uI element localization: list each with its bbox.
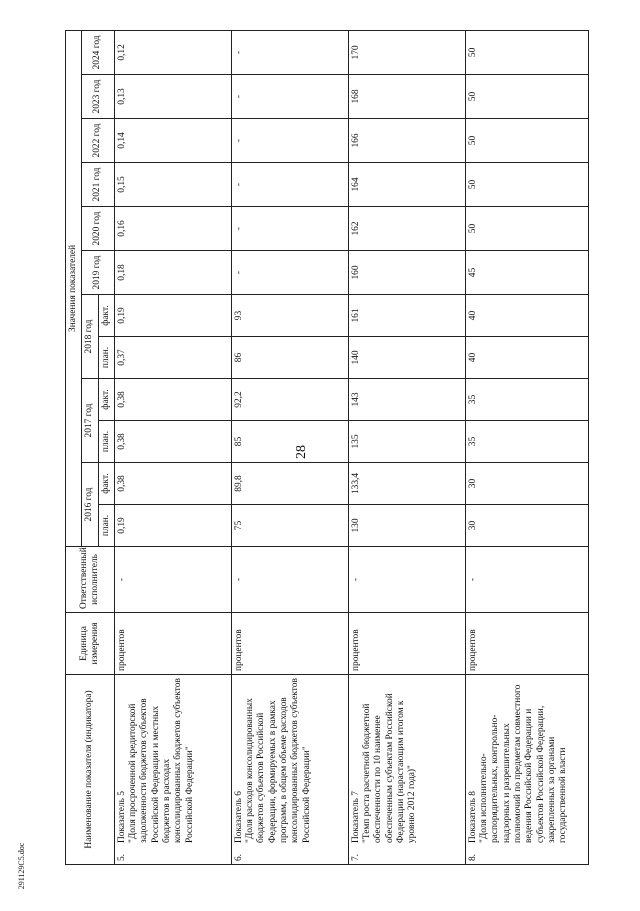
- indicator-description: "Темп роста расчетной бюджетной обеспеченности по 10 наименее обеспеченным субъектам Российской Федерации (нарастающим итогом к уровню 2012 года)": [362, 693, 418, 843]
- page-number: 28: [294, 445, 309, 459]
- value-cell: 133,4: [348, 463, 465, 505]
- value-cell: 50: [465, 207, 588, 251]
- executor-cell: -: [231, 547, 348, 613]
- header-values-group: Значения показателей: [66, 30, 82, 546]
- indicator-description: "Доля расходов консолидированных бюджетов субъектов Российской Федерации, формируемых в рамках программ, в общем объеме расходов консолидированных бюджетов субъектов Российской Федерации": [245, 678, 312, 843]
- executor-cell: -: [465, 547, 588, 613]
- value-cell: 0,38: [114, 421, 231, 463]
- value-cell: -: [231, 163, 348, 207]
- value-cell: -: [231, 119, 348, 163]
- row-number: 8.: [467, 853, 478, 861]
- header-plan-2016: план.: [98, 505, 114, 547]
- value-cell: 140: [348, 337, 465, 379]
- header-fact-2017: факт.: [98, 379, 114, 421]
- table-row: [348, 30, 465, 864]
- value-cell: 50: [465, 30, 588, 74]
- value-cell: 166: [348, 119, 465, 163]
- value-cell: 92,2: [231, 379, 348, 421]
- header-fact-2016: факт.: [98, 463, 114, 505]
- row-number: 6.: [233, 853, 244, 861]
- value-cell: 45: [465, 251, 588, 295]
- header-plan-2017: план.: [98, 421, 114, 463]
- header-year-2019: 2019 год: [82, 251, 115, 295]
- row-number: 7.: [350, 853, 361, 861]
- header-row-1: [66, 30, 82, 864]
- indicator-title: Показатель 8: [467, 791, 478, 843]
- header-year-2017: 2017 год: [82, 379, 98, 463]
- header-plan-2018: план.: [98, 337, 114, 379]
- value-cell: 160: [348, 251, 465, 295]
- indicator-name-cell: [231, 675, 348, 865]
- indicator-name-cell: [465, 675, 588, 865]
- value-cell: 40: [465, 337, 588, 379]
- value-cell: 0,19: [114, 505, 231, 547]
- value-cell: 0,18: [114, 251, 231, 295]
- unit-cell: процентов: [465, 613, 588, 675]
- value-cell: 164: [348, 163, 465, 207]
- table-row: [231, 30, 348, 864]
- indicator-table-container: [65, 35, 615, 865]
- executor-cell: -: [348, 547, 465, 613]
- value-cell: 35: [465, 379, 588, 421]
- unit-cell: процентов: [114, 613, 231, 675]
- table-row: [114, 30, 231, 864]
- value-cell: -: [231, 207, 348, 251]
- value-cell: 170: [348, 30, 465, 74]
- value-cell: 143: [348, 379, 465, 421]
- header-year-2021: 2021 год: [82, 163, 115, 207]
- header-executor: Ответственный исполнитель: [66, 547, 115, 613]
- indicator-description: "Доля исполнительно-распорядительных, контрольно-надзорных и разрешительных полномочий по предметам совместного ведения Российской Федерации и субъектов Российской Федерации, закрепленных за органами государственной власти: [479, 684, 569, 843]
- value-cell: 40: [465, 295, 588, 337]
- indicator-table: [65, 30, 589, 865]
- header-fact-2018: факт.: [98, 295, 114, 337]
- header-year-2022: 2022 год: [82, 119, 115, 163]
- value-cell: 0,12: [114, 30, 231, 74]
- header-year-2018: 2018 год: [82, 295, 98, 379]
- value-cell: 75: [231, 505, 348, 547]
- value-cell: 35: [465, 421, 588, 463]
- value-cell: -: [231, 30, 348, 74]
- unit-cell: процентов: [348, 613, 465, 675]
- value-cell: 0,14: [114, 119, 231, 163]
- indicator-title: Показатель 5: [116, 791, 127, 843]
- value-cell: -: [231, 75, 348, 119]
- value-cell: 0,38: [114, 379, 231, 421]
- table-row: [465, 30, 588, 864]
- value-cell: 0,38: [114, 463, 231, 505]
- value-cell: 86: [231, 337, 348, 379]
- indicator-title: Показатель 7: [350, 791, 361, 843]
- value-cell: 0,37: [114, 337, 231, 379]
- header-year-2024: 2024 год: [82, 30, 115, 74]
- value-cell: 50: [465, 163, 588, 207]
- value-cell: 168: [348, 75, 465, 119]
- indicator-title: Показатель 6: [233, 791, 244, 843]
- value-cell: 50: [465, 75, 588, 119]
- value-cell: 30: [465, 463, 588, 505]
- indicator-name-cell: [114, 675, 231, 865]
- unit-cell: процентов: [231, 613, 348, 675]
- row-number: 5.: [116, 853, 127, 861]
- value-cell: -: [231, 251, 348, 295]
- header-indicator-name: Наименование показателя (индикатора): [66, 675, 115, 865]
- value-cell: 85: [231, 421, 348, 463]
- indicator-name-cell: [348, 675, 465, 865]
- document-id: 291129С5.doc: [17, 842, 26, 890]
- header-unit: Единица измерения: [66, 613, 115, 675]
- value-cell: 0,13: [114, 75, 231, 119]
- executor-cell: -: [114, 547, 231, 613]
- value-cell: 0,15: [114, 163, 231, 207]
- value-cell: 0,19: [114, 295, 231, 337]
- value-cell: 130: [348, 505, 465, 547]
- value-cell: 162: [348, 207, 465, 251]
- value-cell: 0,16: [114, 207, 231, 251]
- header-year-2016: 2016 год: [82, 463, 98, 547]
- indicator-description: "Доля просроченной кредиторской задолженности бюджетов субъектов Российской Федерации и местных бюджетов в расходах консолидированных бюджетов субъектов Российской Федерации": [128, 678, 195, 843]
- value-cell: 50: [465, 119, 588, 163]
- header-year-2020: 2020 год: [82, 207, 115, 251]
- value-cell: 93: [231, 295, 348, 337]
- value-cell: 135: [348, 421, 465, 463]
- value-cell: 89,8: [231, 463, 348, 505]
- value-cell: 30: [465, 505, 588, 547]
- value-cell: 161: [348, 295, 465, 337]
- header-year-2023: 2023 год: [82, 75, 115, 119]
